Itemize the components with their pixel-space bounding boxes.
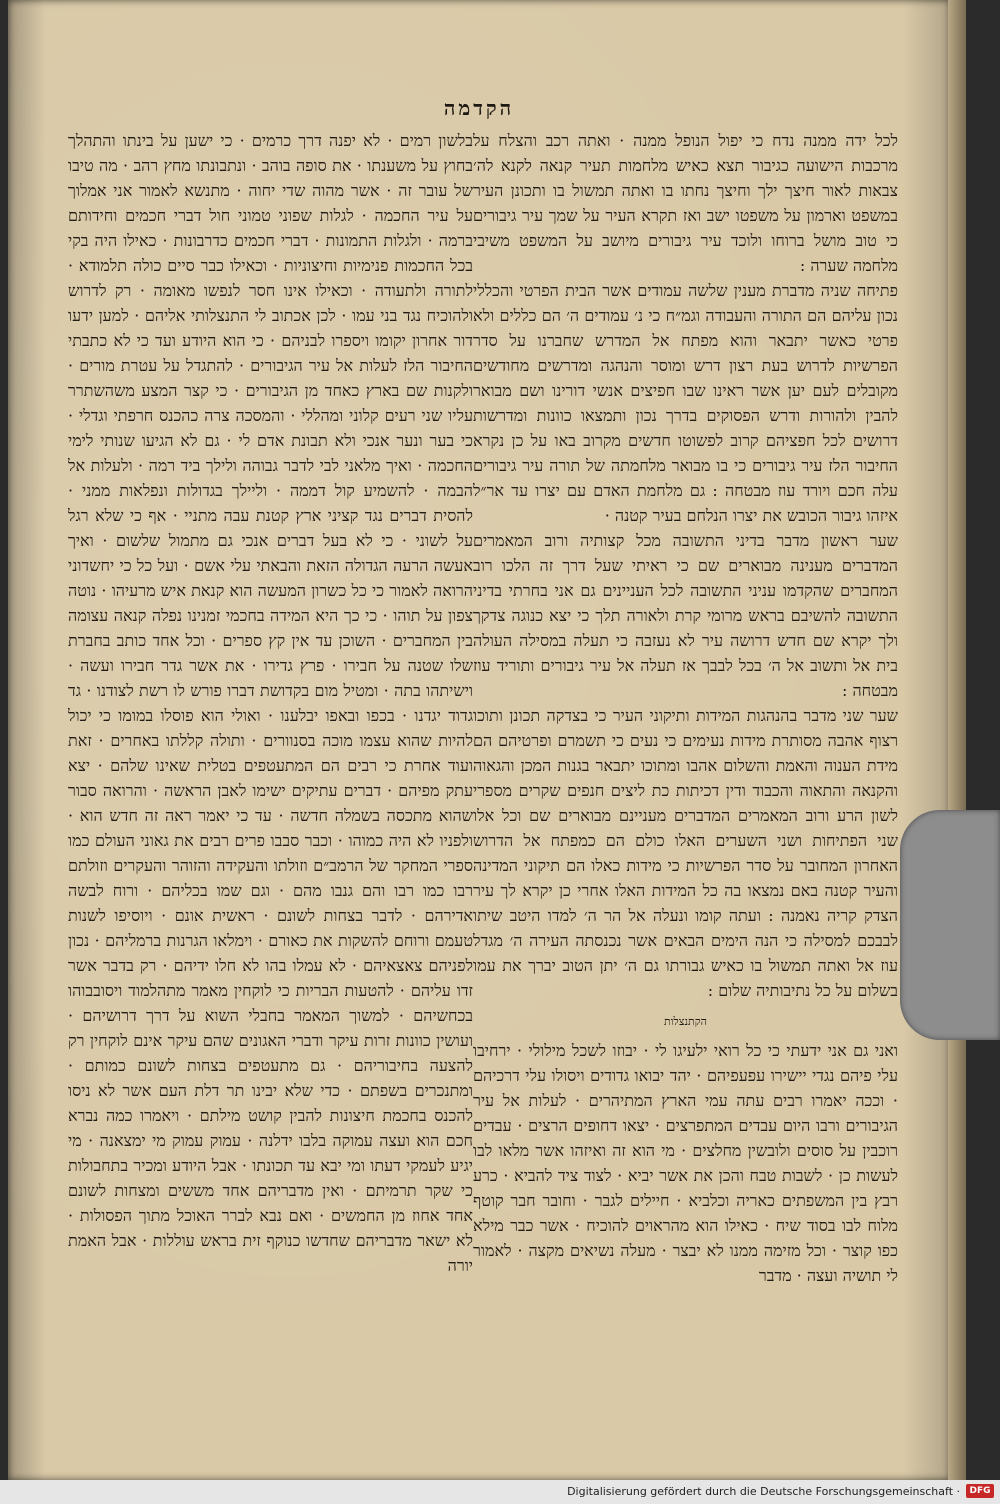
paragraph: בלשון רמים · לא יפנה דרך כרמים · כי ישען על בינתו והתהלך בחוץ על משענתו · את סופה בוהב · ונתבונתו מחץ רהב · מה טיבו של עובר זה · אשר מהוה שדי יחוה · מתנשא לאמור אני אמלוך על עיר החכמה · לגלות שפוני טמוני חול דברי חכמים וחידותם ברמה · ולגלות התמונות · דברי חכמים כדרבונות · כאילו היה בקי בכל החכמות פנימיות וחיצוניות · וכאילו כבר סיים כולה תלמודא · לתורה ולתעודה · וכאילו אינו חסר לנפשו מאומה · רק לדרוש ולהוכיח נגד בני עמו · לכן אכתוב לי התנצלותי אליהם · למען ידעו דור אחרון יקומו ויספרו לבניהם · כי הוא היודע ועד כי לא כתבתי החיבור הלז לעלות אל עיר הגיבורים · להתגדל על עטרת מורים · ולקנות שם בארץ כאחד מן הגיבורים · כי קצר המצע משהשתרר עליו שני רעים קלוני ומהללי · והמסכה צרה כהכנס חרפתי וגדלי · כי בער ונער אנכי ולא תבונת אדם לי · גם לא הגיעו שנותי לימי החכמה · ואיך מלאני לבי לדבר גבוהה ולילך ביד רמה · ולעלות אל הבמה · להשמיע קול דממה · וליילך בגדולות ונפלאות ממני · להסית דברים נגד קציני ארץ קטנת עבה מתניי · אף כי שלא רגל על לשוני · כי לא בעל דברים אנכי גם מתמול שלשום · ואיך אעשה הרעה הגדולה הזאת והבאתי עלי אשם · ועל כל כי יחשדוני הרואה לאמור כי כל כשרון המעשה הוא קנאת איש מרעיהו · נוטה צפון על תוהו · כי כך היא המידה בחכמי זמנינו נפלה קנאה עצומה בין המחברים · השוכן עד אין קץ ספרים · וכל אחד כותב בחברת שלו שטנה על חבירו · פרץ גדירו · את אשר גדר חבירו ועשה · וישיתהו בתה · ומטיל מום בקדושת דברו פורש לו רשת לצודנו · גד גדוד יגדנו · בכפו ובאפו יבלענו · ואולי הוא פוסלו במומו כי יכול להיות שהוא עצמו מוכה בסנוורים · ותולה קללתו באחרים · זאת ועוד אחרת כי רבים הם המתעטפים בטלית שאינו שלהם · יצא עתק מפיהם · דברים עתיקים ישימו לאבן הראשה · והרואה סבור שהוא מתכסה בשמלה חדשה · עד כי יאמר ראה זה חדש הוא · ולפניו לא היה כמוהו · וכבר סבבו פרים רבים את גאוני העולם כמו ספרי המחקר של הרמב״ם וזולתו והעקידה והזוהר והעקרים וזולתם רבו כמו רבו והם גנבו מהם · וגם שמו בכליהם · ורוח לבשה אדירהם · לדבר בצחות לשונם · ראשית אונם · ויוסיפו לשנות טעמם ורוחם להשקות את כאורם · וימלאו הגרנות ברמליהם · נכון לפניהם צאצאיהם · לא עמלו בהו לא חלו ידיהם · רק בדבר אשר זדו עליהם · להטעות הבריות כי לוקחין מאמר מתהלמוד ויסובבוהו בכחשיהם · למשוך המאמר בחבלי השוא על דרך דרושיהם · ועושין כוונות זרות עיקר ודברי האגונים שהם עיקר אינם לוקחין רק להצעה בחיבוריהם · גם מתעטפים בצחות לשונם כמותם · ומתנכרים בשפתם · כדי שלא יבינו תר דלת העם אשר לא ניסו להכנס בחכמת חיצונות להבין קושט מילתם · ויאמרו כמה נברא חכם הוא ועצה עמוקה בלבו ידלנה · עמוק עמוק מי ימצאנה · מי יגיע לעמקי דעתו ומי יבא עד תכונתו · אבל היודע ומכיר בתחבולות כי שקר תרמיתם · ואין מדבריהם אחד מששים ומצחות לשונם אחד אחוז מן החמשים · ואם נבא לברר האוכל מתוך הפסולות · לא ישאר מדבריהם שחדשו כנוקף זית בראש עוללות · אבל האמת יורה bbox=[68, 131, 473, 1275]
book-page bbox=[8, 0, 950, 1480]
paragraph: ואני גם אני ידעתי כי כל רואי ילעיגו לי · יבוזו לשכל מילולי · ירחיבו עלי פיהם נגדי יישירו עפעפיהם · יהד יבואו גדודים ויסולו עלי דרכיהם · וככה יאמרו רבים עתה עמי הארץ המתיהרים · לעלות אל עיר הגיבורים ורבו היום עבדים המתפרצים · יצאו דחופים הרצים · עבדים רוכבין על סוסים ולובשין מחלצים · מי הוא זה ואיזהו אשר מלאו לבו לעשות כן · לשבות טבח והכן את אשר יביא · לצוד ציד להביא · כרע רבץ בין המשפתים כאריה וכלביא · חיילים לגבר · וחובר חבר קוטף מלוח לבו בסוד שיח · כאילו הוא מהראוים להוכיח · אשר כבר מילא כפו קוצר · וכל מזימה ממנו לא יבצר · מעלה נשיאים מקצה · לאמור לי תושיה ועצה · מדבר bbox=[473, 1041, 898, 1285]
dfg-logo: DFG bbox=[966, 1484, 994, 1498]
text-column-right bbox=[473, 128, 898, 1288]
page-tab-marker bbox=[900, 810, 1000, 1040]
section-subtitle: הקתנצלות bbox=[664, 1015, 707, 1028]
page-header: הקדמה bbox=[443, 96, 515, 120]
footer-credit: Digitalisierung gefördert durch die Deutsche Forschungsgemeinschaft · bbox=[0, 1480, 1000, 1504]
paragraph: לכל ידה ממנה נדח כי יפול הנופל ממנה · ואתה רכב והצלח על מרכבות הישועה כגיבור תצא כאיש מלחמות תעיר קנאה לקנא לה׳ צבאות לאור חיצך ילך וחיצך נחתו בו ואתה תמשול בו ותכונן העיר במשפט וארמון על משפטו ישב ואז תקרא העיר על שמך עיר גיבורים כי טוב מושל ברוחו ולוכד עיר גיבורים מיושב על המשפט משיבי מלחמה שערה : bbox=[473, 131, 898, 275]
text-column-left bbox=[68, 128, 473, 1278]
paragraph: שער ראשון מדבר בדיני התשובה מכל קצותיה ורוב המאמרים המדברים מענינה מבוארים שם כי ראיתי שעל דרך זה הלכו רוב המחברים שהקדמו עניני התשובה לכל העניינים גם אני בחרתי בדיני התשובה להשיבם בראש מרומי קרת ולאורה תלך כי יצא כנוגה צדקך ולך יקרא שם חדש דרושה עיר לא נעזבה כי תעלה במסילה העולה בית אל ותשוב אל ה׳ בכל לבבך אז תעלה אל עיר גיבורים ותוריד עוז מבטחה : bbox=[473, 531, 898, 700]
page-edge bbox=[948, 0, 966, 1480]
paragraph: שער שני מדבר בהנהגות המידות ותיקוני העיר כי בצדקה תכונן ותוכו רצוף אהבה מסותרת מידות נעימים כי נעים כי תשמרם ופרטיהם הם מידת הענוה והאמת והשלום אהבו ומתוכו יתבאר בגנות המכן והגאוה והקנאה והתאוה והכבוד ודין דכיתות כת ליצים חנפים שקרים מספרי לשון הרע ורוב המאמרים המדברים מעניינם מבוארים שם וכל אלו שני הפתיחות ושני השערים האלו כולם הם כמפתח אל הדרוש האחרון המחובר על סדר הפרשיות כי מידות כאלו הם תיקוני המדינה והעיר קטנה באם נמצאו בה כל המידות האלו אחרי כן יקרא לך עיר הצדק קריה נאמנה : ועתה קומו ונעלה אל הר ה׳ למדו היטב שיתו לבבכם למסילה כי הנה הימים הבאים אשר נכנסתה העירה ה׳ מגדל עוז אל ואתה תמשול בו כאיש גבורתו גם ה׳ יתן הטוב יברך את עמו בשלום על כל נתיבותיה שלום : bbox=[473, 706, 898, 1000]
paragraph: פתיחה שניה מדברת מענין שלשה עמודים אשר הבית הפרטי והכללי נכון עליהם הם התורה והעבודה וגמ״ח כי נ׳ עמודים ה׳ הם כללים ולא פרטי כאשר יתבאר והוא מפתח אל המדרש שחברנו על סדר הפרשיות לדרוש בעת רצון דרש ומוסר והנהגה ומדרשים מחודשים מקובלים לעם יען אשר ראינו שבו חפיצים אנשי דורינו ושם מבואר להבין ולהורות ודרש הפסוקים בדרך נכון ותמצאו כוונות ומדרשות דרושים לכל חפציהם קרוב לפשוטו חדשים מקרוב באו על כן נקרא החיבור הלז עיר גיבורים כי בו מבואר מלחמתה של תורה עיר גיבורים עלה חכם ויורד עוז מבטחה : גם מלחמת האדם עם יצרו עד אר״ל איזהו גיבור הכובש את יצרו הנלחם בעיר קטנה · bbox=[473, 281, 898, 525]
